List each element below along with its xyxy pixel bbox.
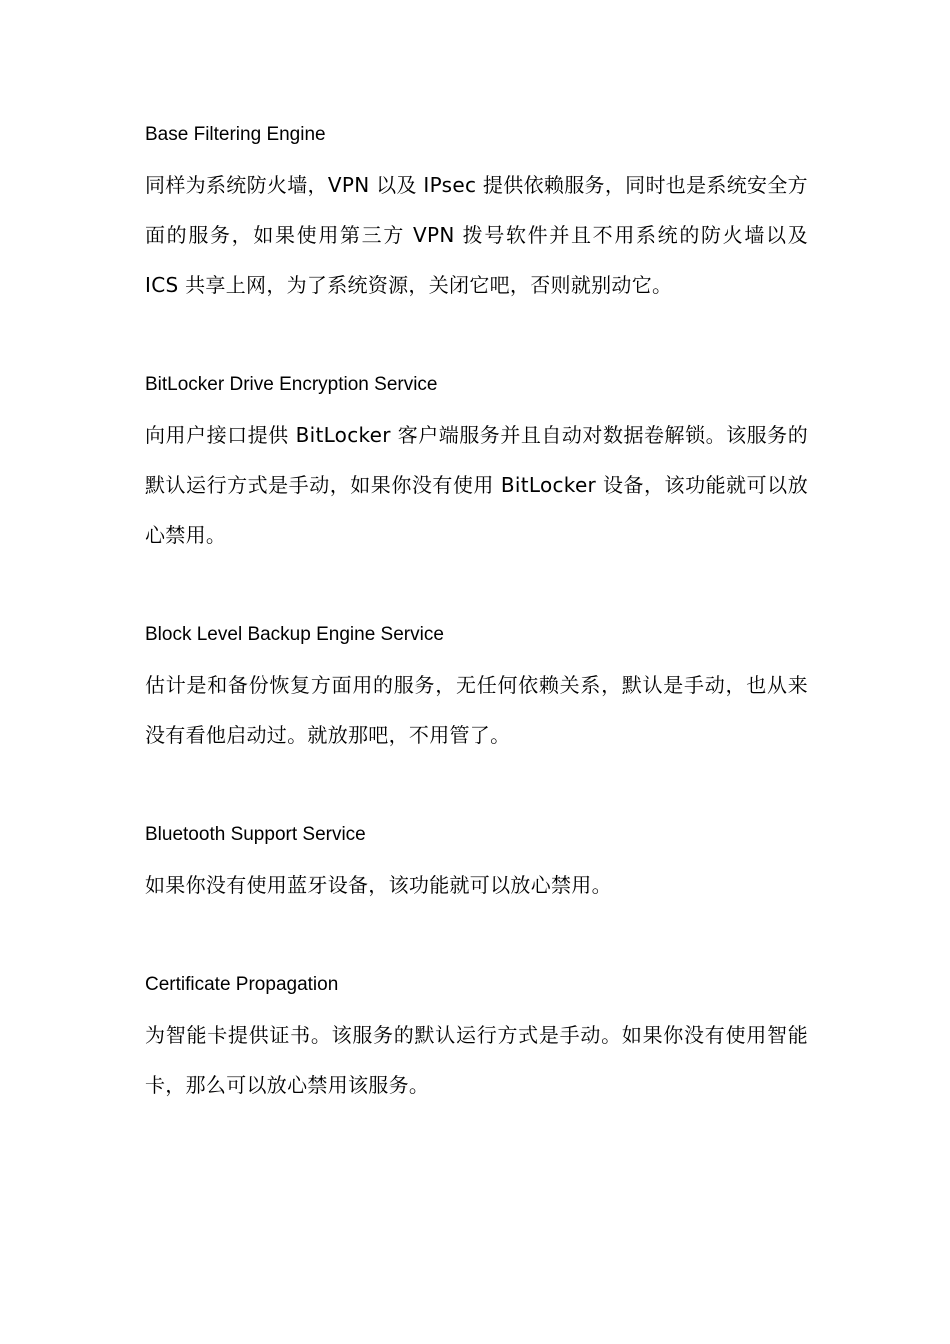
service-entry-bitlocker: [145, 360, 808, 560]
service-description: 同样为系统防火墙，VPN 以及 IPsec 提供依赖服务，同时也是系统安全方面的服务，如果使用第三方 VPN 拨号软件并且不用系统的防火墙以及 ICS 共享上网，为了系统资源，关闭它吧，否则就别动它。: [145, 173, 808, 297]
service-entry-base-filtering-engine: [145, 110, 808, 310]
service-title: Base Filtering Engine: [145, 124, 326, 145]
service-description: 估计是和备份恢复方面用的服务，无任何依赖关系，默认是手动，也从来没有看他启动过。就放那吧，不用管了。: [145, 673, 808, 747]
service-entry-bluetooth-support: [145, 810, 808, 910]
service-description: 如果你没有使用蓝牙设备，该功能就可以放心禁用。: [145, 873, 612, 897]
service-title: Block Level Backup Engine Service: [145, 624, 444, 645]
service-title: Bluetooth Support Service: [145, 824, 366, 845]
service-title: Certificate Propagation: [145, 974, 339, 995]
service-description: 向用户接口提供 BitLocker 客户端服务并且自动对数据卷解锁。该服务的默认运行方式是手动，如果你没有使用 BitLocker 设备，该功能就可以放心禁用。: [145, 423, 808, 547]
service-entry-block-level-backup: [145, 610, 808, 760]
service-title: BitLocker Drive Encryption Service: [145, 374, 438, 395]
document-content: [145, 110, 808, 1160]
service-description: 为智能卡提供证书。该服务的默认运行方式是手动。如果你没有使用智能卡，那么可以放心禁用该服务。: [145, 1023, 808, 1097]
service-entry-certificate-propagation: [145, 960, 808, 1110]
